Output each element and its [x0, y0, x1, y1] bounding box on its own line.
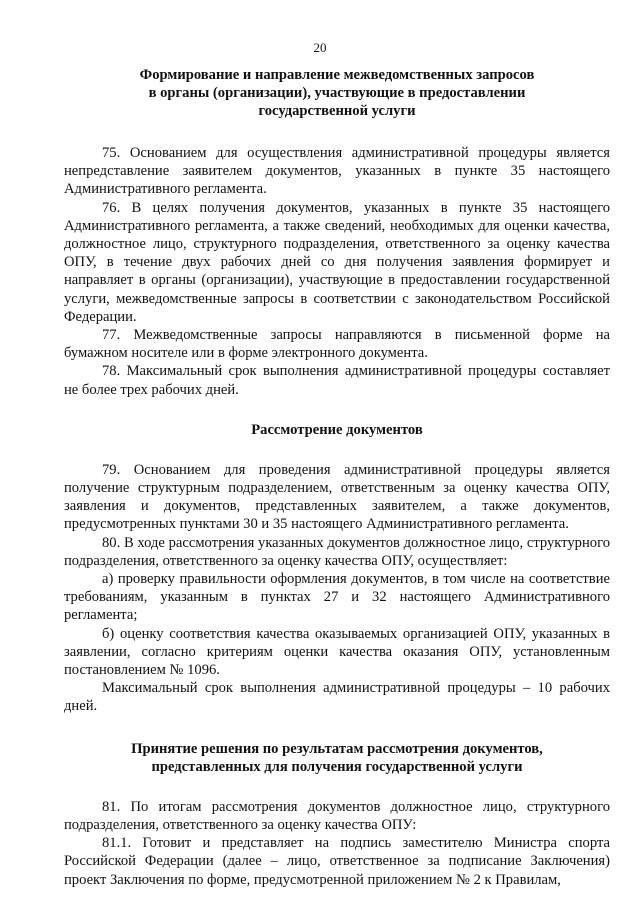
paragraph-80-a: а) проверку правильности оформления документов, в том числе на соответствие требованиям, указанным в пунктах 27 и 32 настоящего Административного регламента; — [64, 571, 610, 624]
paragraph-76: 76. В целях получения документов, указанных в пункте 35 настоящего Административного регламента, а также сведений, необходимых для оценки качества, должностное лицо, структурного подразделения, ответственного за оценку качества ОПУ, в течение двух рабочих дней со дня получения заявления формирует и направляет в органы (организации), участвующие в предоставлении государственной услуги, межведомственные запросы в соответствии с законодательством Российской Федерации. — [64, 199, 610, 325]
paragraph-80: 80. В ходе рассмотрения указанных документов должностное лицо, структурного подразделения, ответственного за оценку качества ОПУ, осуществляет: — [64, 534, 610, 569]
section-heading-document-review — [117, 421, 557, 439]
section-heading-decision — [87, 740, 587, 776]
heading-line: Формирование и направление межведомственных запросов — [139, 67, 535, 83]
section-heading-interagency-requests — [117, 66, 557, 120]
paragraph-75: 75. Основанием для осуществления административной процедуры является непредставление заявителем документов, указанных в пункте 35 настоящего Административного регламента. — [64, 145, 610, 198]
paragraph-80-b: б) оценку соответствия качества оказываемых организацией ОПУ, указанных в заявлении, согласно критериям оценки качества оказания ОПУ, установленным постановлением № 1096. — [64, 625, 610, 679]
paragraph-max-term: Максимальный срок выполнения административной процедуры – 10 рабочих дней. — [64, 680, 610, 715]
heading-line: в органы (организации), участвующие в предоставлении — [148, 85, 526, 101]
heading-line: Рассмотрение документов — [251, 421, 423, 438]
paragraph-78: 78. Максимальный срок выполнения административной процедуры составляет не более трех рабочих дней. — [64, 363, 610, 398]
heading-line: государственной услуги — [258, 103, 416, 119]
page-number: 20 — [313, 40, 327, 55]
paragraph-77: 77. Межведомственные запросы направляются в письменной форме на бумажном носителе или в форме электронного документа. — [64, 327, 610, 362]
paragraph-81-1: 81.1. Готовит и представляет на подпись заместителю Министра спорта Российской Федерации (далее – лицо, ответственное за подписание Заключения) проект Заключения по форме, предусмотренной приложением № 2 к Правилам, — [64, 835, 610, 888]
paragraph-81: 81. По итогам рассмотрения документов должностное лицо, структурного подразделения, ответственного за оценку качества ОПУ: — [64, 798, 610, 833]
heading-line: Принятие решения по результатам рассмотрения документов, — [131, 740, 543, 757]
document-body — [64, 66, 610, 889]
paragraph-79: 79. Основанием для проведения административной процедуры является получение структурным подразделением, ответственным за оценку качества ОПУ, заявления и документов, представленных заявителем, а также документов, предусмотренных пунктами 30 и 35 настоящего Административного регламента. — [64, 461, 610, 533]
heading-line: представленных для получения государственной услуги — [151, 758, 523, 775]
